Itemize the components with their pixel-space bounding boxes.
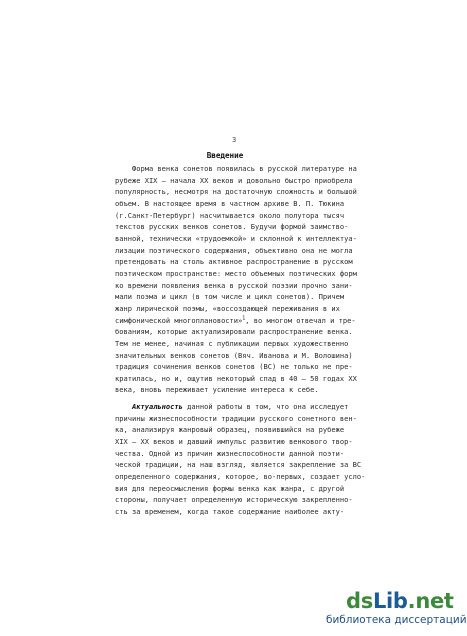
text-fragment: данной работы в том, что она исследует [182,402,349,412]
text-line: мали поэма и цикл (в том числе и цикл сонетов). Причем [115,292,345,302]
section-heading: Введение [206,151,244,160]
text-line: стороны, получает определенную историческую закрепленно- [115,495,353,505]
text-line: текстов русских венков сонетов. Будучи формой заимство- [115,222,349,232]
text-line: (г.Санкт-Петербург) насчитывается около полутора тысяч [115,210,345,220]
text-line [115,401,385,413]
text-line: ка, анализируя жанровый образец, появившийся на рубеже [115,425,345,435]
footnote-marker: 1 [242,315,246,322]
text-fragment: , во многом отвечал и тре- [245,315,356,325]
text-line: бованиям, которые актуализировали распространение венка. [115,327,353,337]
text-line: рубеже XIX – начала XX веков и довольно быстро приобрела [115,175,353,185]
text-line: ко времени появления венка в русской поэзии прочно зани- [115,280,353,290]
text-line: вия для переосмысления формы венка как жанра, с другой [115,483,345,493]
text-line: ванной, технически «трудоемкой» и склонной к интеллектуа- [115,233,357,243]
text-line: определенного содержания, которое, во-первых, создает усло- [115,472,366,482]
text-line: объем. В настоящее время в частном архиве В. П. Тюкина [115,198,345,208]
emphasis-term: Актуальность [131,402,183,412]
text-line [115,315,385,327]
text-line: кратилась, но и, ощутив некоторый спад в 40 – 50 годах XX [115,373,357,383]
text-line: сть за временем, когда такое содержание наиболее акту- [115,507,345,517]
text-line: традиция сочинения венков сонетов (ВС) не только не пре- [115,362,353,372]
text-line: чества. Одной из причин жизнеспособности данной поэти- [115,448,345,458]
text-line: поэтическом пространстве: место объемных поэтических форм [115,268,357,278]
text-line: жанр лирической поэмы, «воссоздающей переживания в их [115,303,340,313]
logo-part: .net [407,589,454,613]
text-line: XIX – XX веков и давший импульс развитию венкового твор- [115,437,353,447]
text-line: Тем не менее, начиная с публикации первых художественно [115,338,349,348]
watermark-logo[interactable] [346,590,454,612]
site-logo[interactable] [346,590,454,612]
paragraph-relevance [115,401,385,518]
text-fragment: симфонической многоплановости» [115,315,243,325]
text-line: претендовать на столь активное распространение в русском [115,257,353,267]
logo-part: Lib [372,589,408,613]
text-line: причины жизнеспособности традиции русского сонетного вен- [115,413,357,423]
text-line: Форма венка сонетов появилась в русской литературе на [115,164,357,173]
text-line: значительных венков сонетов (Вяч. Иванова и М. Волошина) [115,350,353,360]
watermark-subtitle: библиотека диссертаций [326,614,467,626]
body-text [115,163,385,518]
page-number: 3 [232,136,237,144]
paragraph-introduction [115,163,385,396]
logo-part: ds [346,589,373,613]
text-line: века, вновь переживает усиление интереса к себе. [115,385,319,395]
text-line: ческой традиции, на наш взгляд, является закрепление за ВС [115,460,362,470]
text-line: популярность, несмотря на достаточную сложность и большой [115,187,357,197]
text-line: лизации поэтического содержания, объективно она не могла [115,245,353,255]
